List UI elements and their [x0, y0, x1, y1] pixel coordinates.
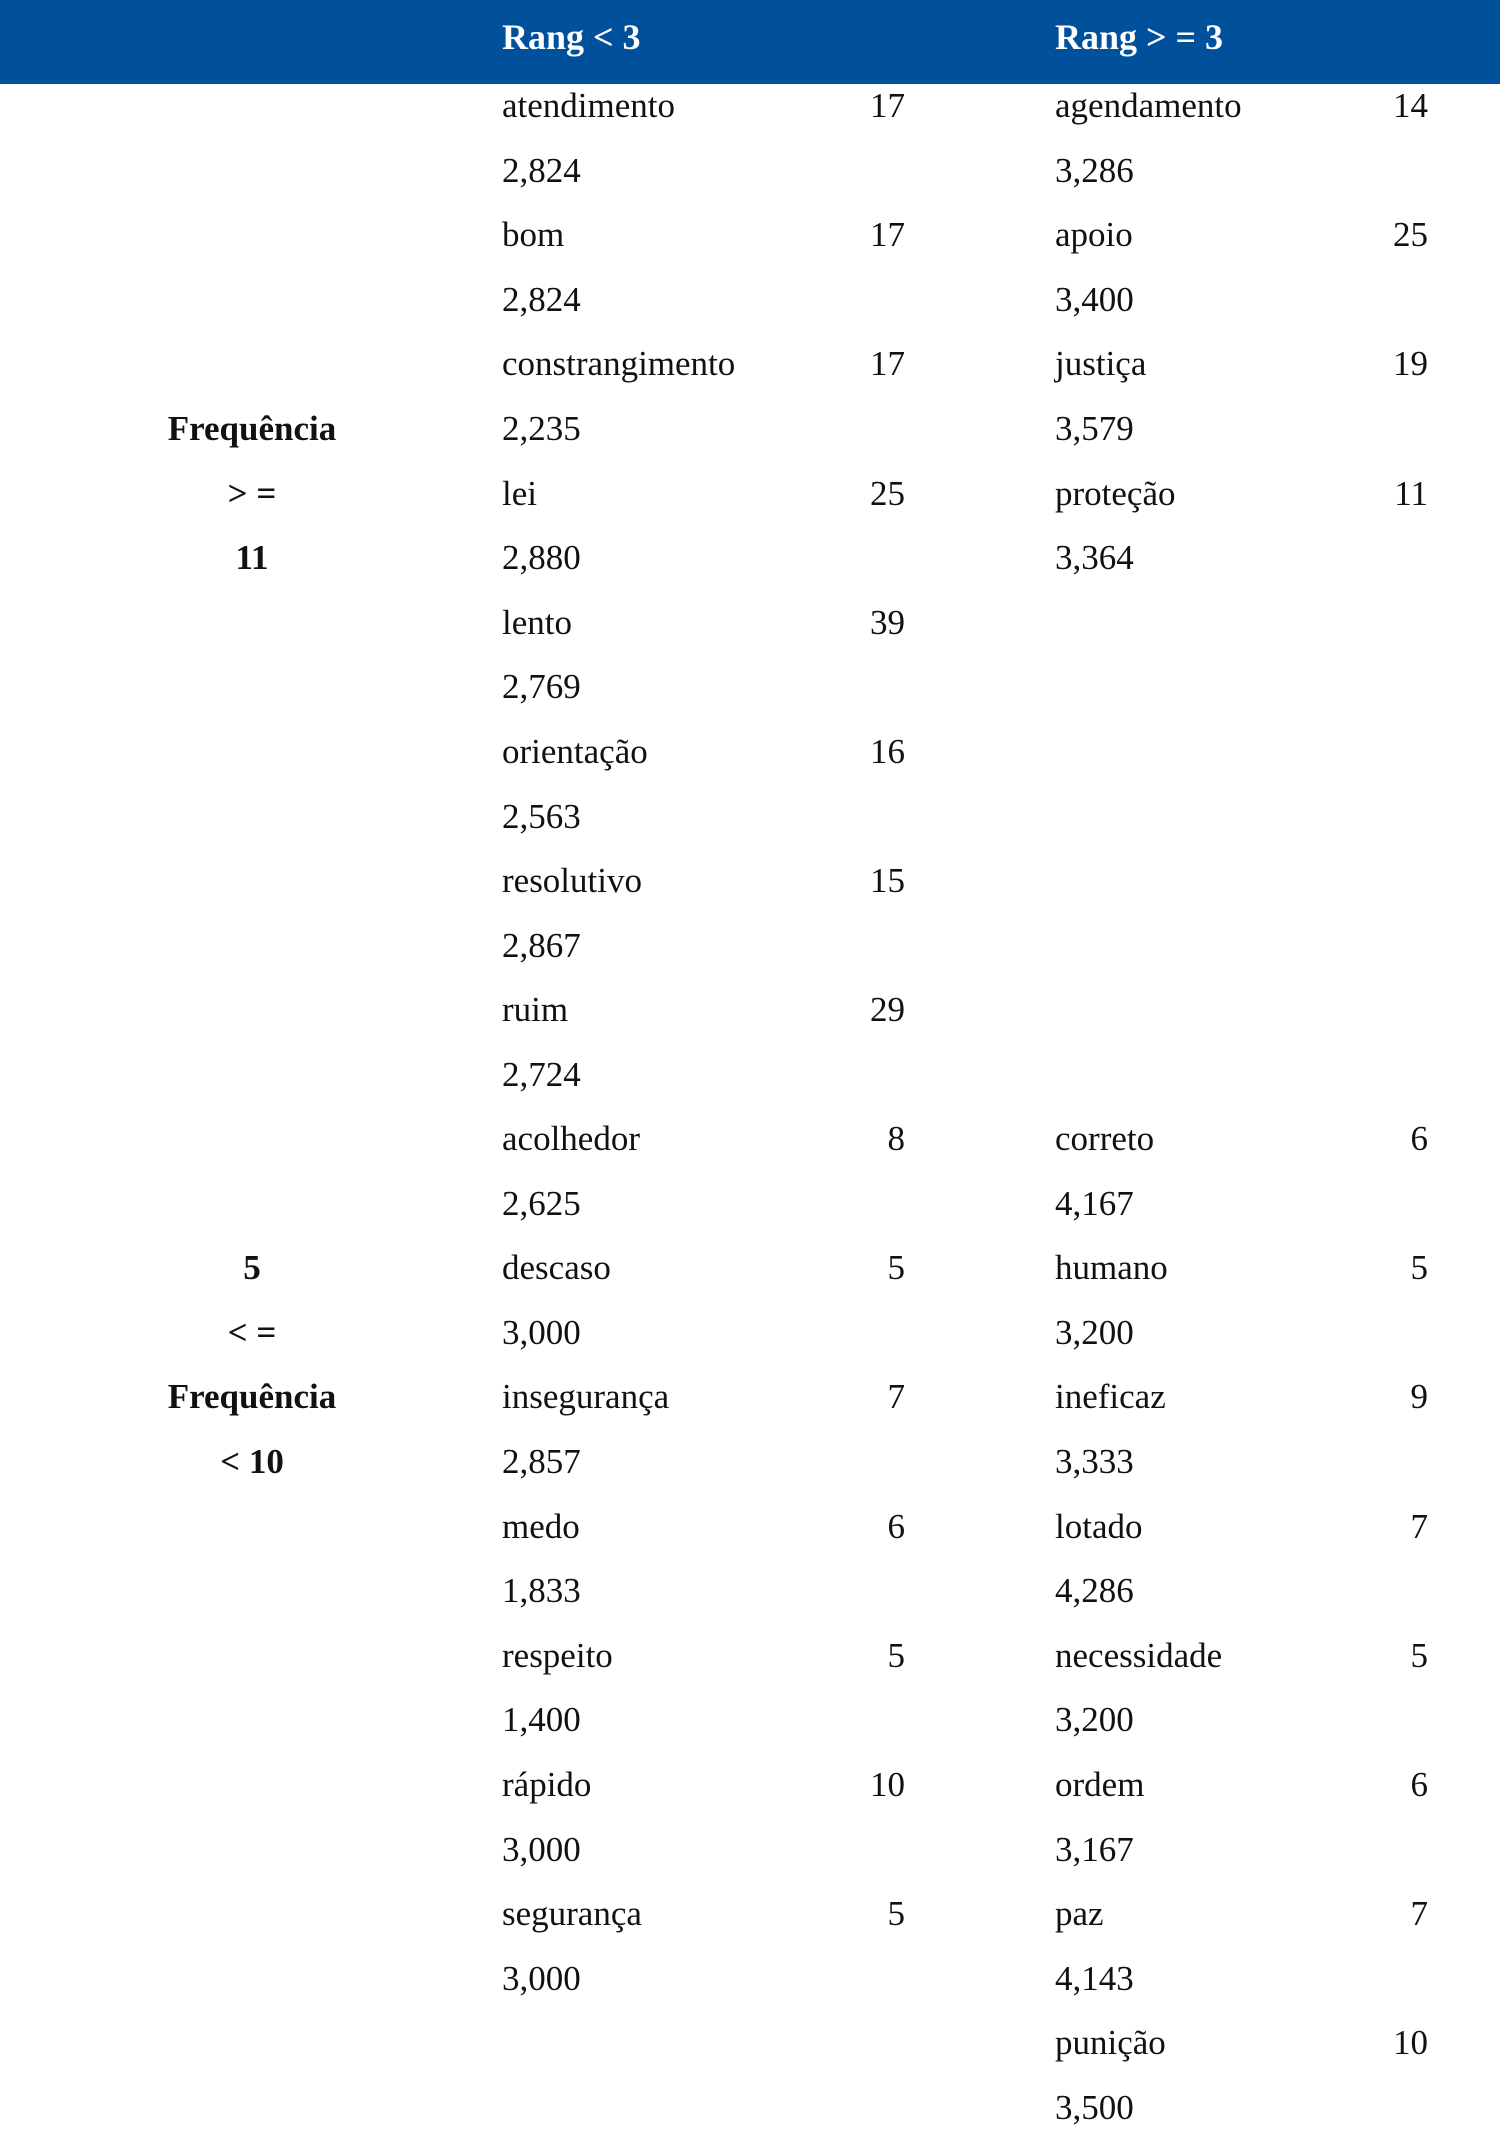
table-cell-frequency: 16	[870, 732, 905, 771]
table-cell-frequency: 17	[870, 344, 905, 384]
table-cell-frequency: 7	[1410, 1894, 1428, 1934]
table-cell-word: paz	[1055, 1894, 1104, 1934]
table-cell-word: bom	[502, 215, 565, 255]
row-label-frequency-5-to-10: Frequência	[167, 1377, 337, 1417]
table-cell-word: respeito	[502, 1635, 613, 1675]
table-cell-word: acolhedor	[502, 1119, 640, 1158]
table-cell-frequency: 19	[1393, 344, 1428, 384]
table-cell-frequency: 25	[1393, 215, 1428, 255]
row-label-frequency-ge-11: 11	[235, 538, 269, 578]
table-cell-rank: 4,143	[1055, 1958, 1134, 1998]
column-header-rang-lt-3: Rang < 3	[502, 17, 641, 57]
table-cell-frequency: 11	[1394, 473, 1428, 513]
table-cell-rank: 2,824	[502, 279, 581, 319]
row-label-frequency-ge-11: Frequência	[167, 409, 337, 448]
table-cell-word: ordem	[1055, 1765, 1145, 1804]
table-cell-rank: 2,769	[502, 667, 581, 707]
table-cell-frequency: 5	[1410, 1248, 1428, 1288]
table-cell-rank: 2,824	[502, 150, 581, 190]
table-cell-word: segurança	[502, 1894, 642, 1934]
table-cell-frequency: 7	[1410, 1506, 1428, 1546]
table-cell-rank: 3,200	[1055, 1312, 1134, 1352]
table-cell-word: humano	[1055, 1248, 1168, 1288]
table-cell-word: descaso	[502, 1248, 611, 1288]
table-cell-frequency: 39	[870, 602, 905, 642]
table-cell-rank: 3,167	[1055, 1829, 1134, 1869]
table-cell-word: proteção	[1055, 473, 1176, 513]
table-cell-frequency: 6	[1410, 1765, 1428, 1804]
table-cell-word: ruim	[502, 990, 569, 1030]
table-cell-rank: 1,833	[502, 1571, 581, 1611]
table-cell-word: constrangimento	[502, 344, 736, 384]
table-cell-rank: 2,880	[502, 538, 581, 578]
row-label-frequency-ge-11: > =	[227, 473, 277, 513]
table-cell-frequency: 14	[1393, 86, 1428, 125]
table-cell-frequency: 8	[887, 1119, 905, 1158]
table-cell-rank: 2,867	[502, 925, 581, 965]
table-cell-rank: 2,857	[502, 1442, 581, 1481]
table-cell-word: lotado	[1055, 1506, 1143, 1546]
table-cell-frequency: 7	[887, 1377, 905, 1417]
table-cell-rank: 3,200	[1055, 1700, 1134, 1740]
table-cell-word: agendamento	[1055, 86, 1242, 125]
table-cell-word: medo	[502, 1506, 580, 1546]
table-cell-word: apoio	[1055, 215, 1133, 255]
table-cell-rank: 2,235	[502, 409, 581, 448]
table-cell-frequency: 17	[870, 215, 905, 255]
table-cell-frequency: 17	[870, 86, 905, 125]
table-cell-rank: 3,000	[502, 1829, 581, 1869]
table-cell-word: resolutivo	[502, 861, 642, 901]
table-cell-word: necessidade	[1055, 1635, 1223, 1675]
table-cell-rank: 3,000	[502, 1312, 581, 1352]
table-cell-frequency: 9	[1410, 1377, 1428, 1417]
table-cell-word: correto	[1055, 1119, 1155, 1158]
table-cell-rank: 2,563	[502, 796, 581, 836]
table-cell-rank: 3,500	[1055, 2088, 1134, 2127]
row-label-frequency-5-to-10: < 10	[220, 1442, 284, 1481]
table-cell-word: rápido	[502, 1765, 592, 1804]
table-cell-frequency: 10	[1393, 2023, 1428, 2063]
table-cell-word: atendimento	[502, 86, 676, 125]
table-cell-frequency: 5	[887, 1248, 905, 1288]
column-header-rang-ge-3: Rang > = 3	[1055, 17, 1224, 57]
table-cell-rank: 3,333	[1055, 1442, 1134, 1481]
table-cell-word: lei	[502, 473, 537, 513]
table-cell-frequency: 29	[870, 990, 905, 1030]
table-cell-rank: 4,286	[1055, 1571, 1134, 1611]
table-cell-frequency: 6	[1410, 1119, 1428, 1158]
table-cell-word: insegurança	[502, 1377, 670, 1417]
table-cell-rank: 4,167	[1055, 1183, 1134, 1223]
row-label-frequency-5-to-10: < =	[227, 1312, 277, 1352]
table-cell-frequency: 15	[870, 861, 905, 901]
table-cell-rank: 3,364	[1055, 538, 1134, 578]
table-cell-frequency: 5	[887, 1894, 905, 1934]
table-cell-frequency: 10	[870, 1765, 905, 1804]
table-cell-rank: 3,286	[1055, 150, 1134, 190]
table-cell-frequency: 25	[870, 473, 905, 513]
table-cell-rank: 3,000	[502, 1958, 581, 1998]
table-cell-rank: 2,724	[502, 1055, 581, 1094]
table-cell-frequency: 5	[887, 1635, 905, 1675]
table-cell-rank: 2,625	[502, 1183, 581, 1223]
table-cell-frequency: 6	[887, 1506, 905, 1546]
table-header	[0, 0, 1500, 84]
table-cell-word: ineficaz	[1055, 1377, 1166, 1417]
table-cell-rank: 3,579	[1055, 409, 1134, 448]
table-cell-word: orientação	[502, 732, 648, 771]
table-cell-word: punição	[1055, 2023, 1166, 2063]
table-cell-word: lento	[502, 602, 572, 642]
table-cell-rank: 1,400	[502, 1700, 581, 1740]
table-cell-word: justiça	[1055, 344, 1147, 384]
row-label-frequency-5-to-10: 5	[243, 1248, 261, 1288]
table-cell-frequency: 5	[1410, 1635, 1428, 1675]
table-cell-rank: 3,400	[1055, 279, 1134, 319]
